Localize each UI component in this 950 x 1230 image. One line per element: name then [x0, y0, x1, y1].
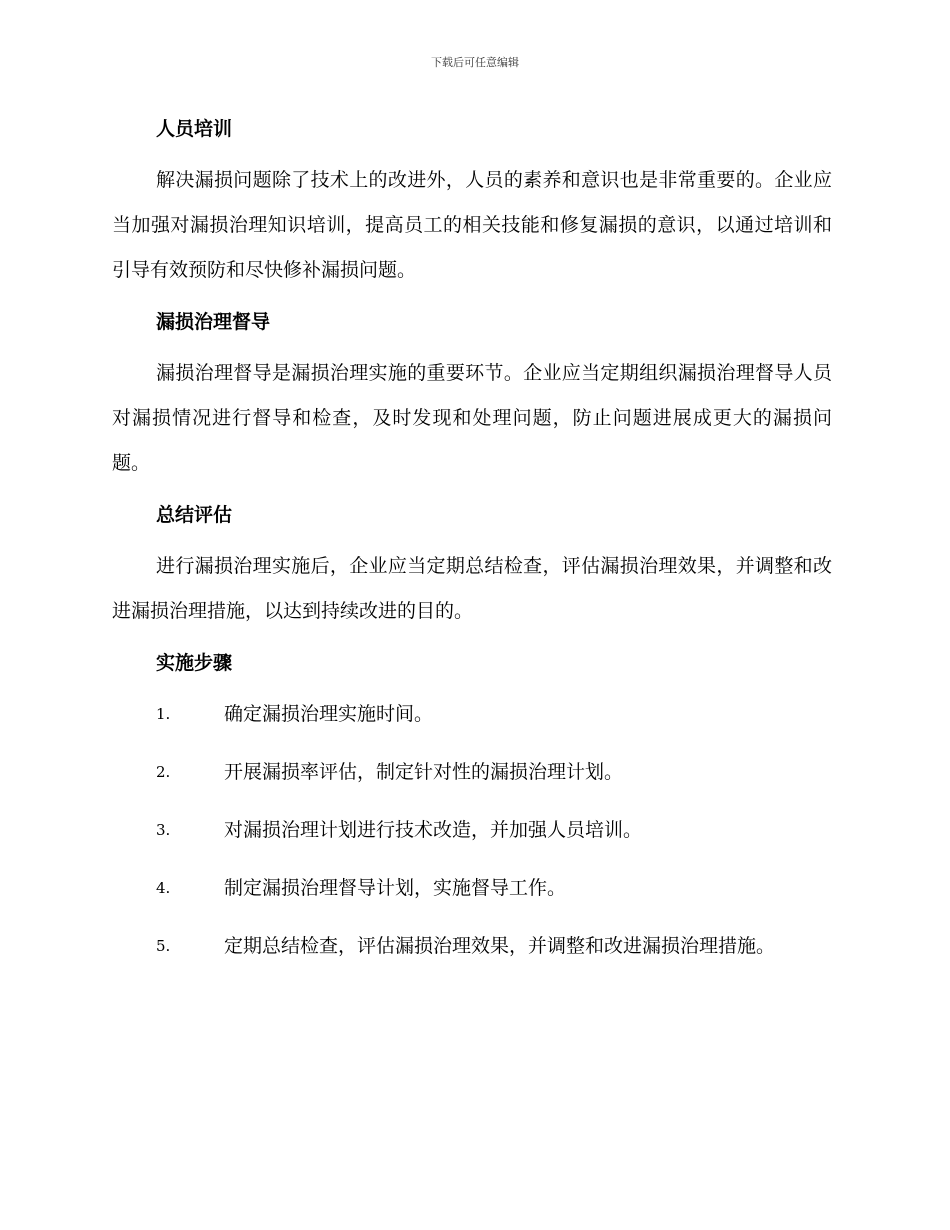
section-personnel-training — [112, 114, 832, 293]
step-item — [112, 866, 832, 911]
step-item — [112, 924, 832, 969]
step-number: 3. — [156, 821, 171, 839]
section-summary-evaluation — [112, 500, 832, 634]
step-number: 5. — [156, 937, 171, 955]
header-note: 下载后可任意编辑 — [431, 56, 519, 69]
step-text: 定期总结检查，评估漏损治理效果，并调整和改进漏损治理措施。 — [224, 935, 776, 957]
section-heading: 人员培训 — [156, 118, 233, 140]
step-number: 1. — [156, 705, 171, 723]
step-item — [112, 750, 832, 795]
section-leak-supervision — [112, 307, 832, 486]
step-text: 对漏损治理计划进行技术改造，并加强人员培训。 — [224, 819, 643, 841]
step-text: 确定漏损治理实施时间。 — [224, 703, 434, 725]
step-item — [112, 808, 832, 853]
step-text: 开展漏损率评估，制定针对性的漏损治理计划。 — [224, 761, 624, 783]
step-number: 2. — [156, 763, 171, 781]
section-heading: 总结评估 — [156, 504, 233, 526]
section-paragraph: 漏损治理督导是漏损治理实施的重要环节。企业应当定期组织漏损治理督导人员对漏损情况进行督导和检查，及时发现和处理问题，防止问题进展成更大的漏损问题。 — [112, 362, 832, 474]
section-heading: 漏损治理督导 — [156, 311, 271, 333]
steps-heading: 实施步骤 — [156, 652, 233, 674]
step-item — [112, 692, 832, 737]
step-number: 4. — [156, 879, 171, 897]
section-implementation-steps — [112, 648, 832, 969]
document-content — [112, 114, 832, 969]
section-paragraph: 解决漏损问题除了技术上的改进外，人员的素养和意识也是非常重要的。企业应当加强对漏损治理知识培训，提高员工的相关技能和修复漏损的意识，以通过培训和引导有效预防和尽快修补漏损问题。 — [112, 169, 832, 281]
step-text: 制定漏损治理督导计划，实施督导工作。 — [224, 877, 567, 899]
section-paragraph: 进行漏损治理实施后，企业应当定期总结检查，评估漏损治理效果，并调整和改进漏损治理措施，以达到持续改进的目的。 — [112, 555, 832, 622]
